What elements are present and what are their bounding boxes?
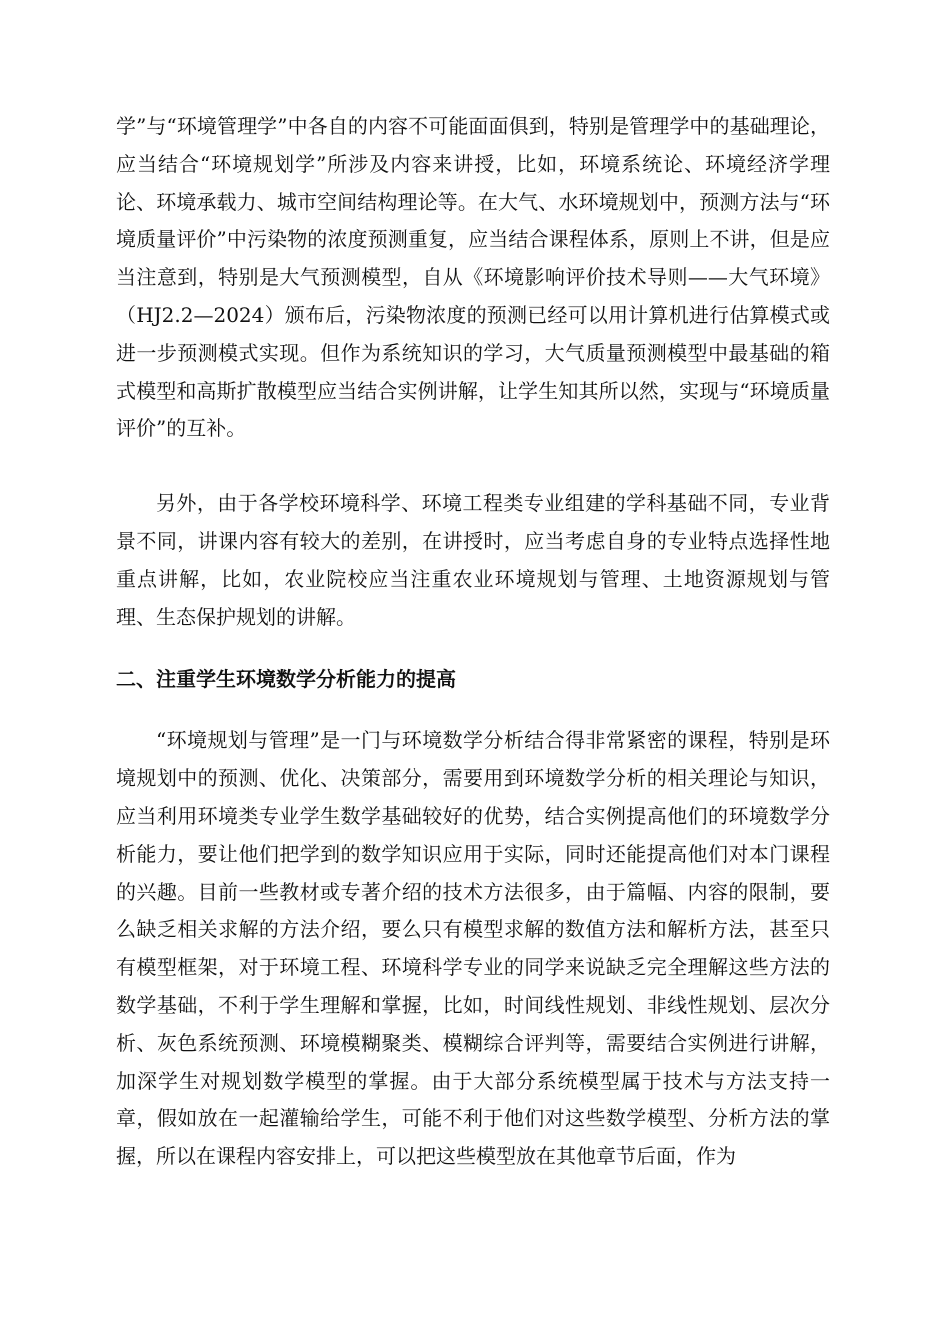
paragraph-specialty-focus: 另外，由于各学校环境科学、环境工程类专业组建的学科基础不同，专业背景不同，讲课内容有较大的差别，在讲授时，应当考虑自身的专业特点选择性地重点讲解，比如，农业院校应当注重农业环境规划与管理、土地资源规划与管理、生态保护规划的讲解。 bbox=[116, 491, 830, 629]
paragraph-continuation: 学”与“环境管理学”中各自的内容不可能面面俱到，特别是管理学中的基础理论，应当结合“环境规划学”所涉及内容来讲授，比如，环境系统论、环境经济学理论、环境承载力、城市空间结构理论等。在大气、水环境规划中，预测方法与“环境质量评价”中污染物的浓度预测重复，应当结合课程体系，原则上不讲，但是应当注意到，特别是大气预测模型，自从《环境影响评价技术导则——大气环境》（HJ2.2—2024）颁布后，污染物浓度的预测已经可以用计算机进行估算模式或进一步预测模式实现。但作为系统知识的学习，大气质量预测模型中最基础的箱式模型和高斯扩散模型应当结合实例讲解，让学生知其所以然，实现与“环境质量评价”的互补。 bbox=[116, 114, 830, 441]
document-page bbox=[116, 108, 830, 1176]
paragraph-math-analysis: “环境规划与管理”是一门与环境数学分析结合得非常紧密的课程，特别是环境规划中的预测、优化、决策部分，需要用到环境数学分析的相关理论与知识，应当利用环境类专业学生数学基础较好的优势，结合实例提高他们的环境数学分析能力，要让他们把学到的数学知识应用于实际，同时还能提高他们对本门课程的兴趣。目前一些教材或专著介绍的技术方法很多，由于篇幅、内容的限制，要么缺乏相关求解的方法介绍，要么只有模型求解的数值方法和解析方法，甚至只有模型框架，对于环境工程、环境科学专业的同学来说缺乏完全理解这些方法的数学基础，不利于学生理解和掌握，比如，时间线性规划、非线性规划、层次分析、灰色系统预测、环境模糊聚类、模糊综合评判等，需要结合实例进行讲解，加深学生对规划数学模型的掌握。由于大部分系统模型属于技术与方法支持一章，假如放在一起灌输给学生，可能不利于他们对这些数学模型、分析方法的掌握，所以在课程内容安排上，可以把这些模型放在其他章节后面，作为 bbox=[116, 728, 830, 1169]
section-heading: 二、注重学生环境数学分析能力的提高 bbox=[116, 667, 456, 692]
